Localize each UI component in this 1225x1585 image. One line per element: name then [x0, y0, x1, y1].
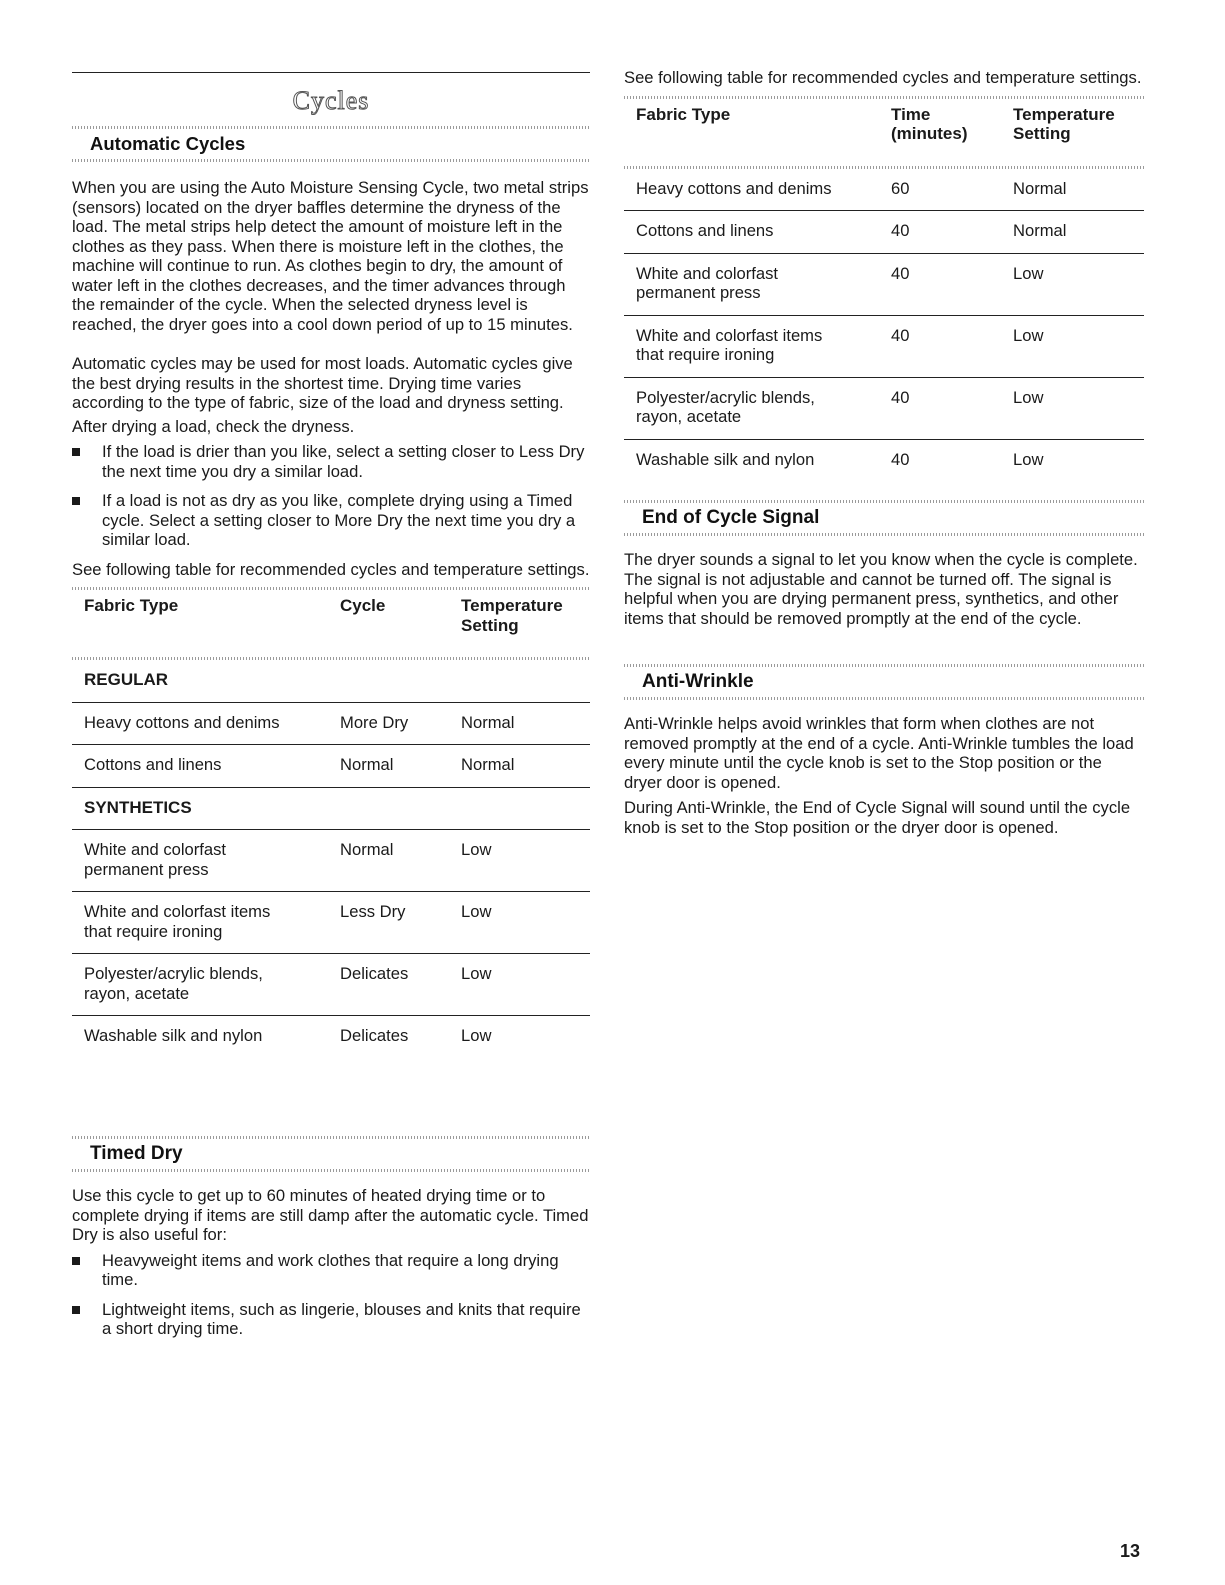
- table-cell: Cottons and linens: [72, 745, 340, 788]
- anti-wrinkle-heading: Anti-Wrinkle: [642, 671, 754, 692]
- bullet-item: Heavyweight items and work clothes that require a long drying time.: [72, 1251, 590, 1290]
- table-header-row: [624, 99, 1144, 166]
- group-label: REGULAR: [84, 670, 169, 689]
- table-cell: Polyester/acrylic blends, rayon, acetate: [624, 377, 891, 439]
- table-row: [72, 702, 590, 745]
- page-number: 13: [1120, 1541, 1141, 1561]
- table-cell: Low: [1013, 377, 1144, 439]
- table-row: [72, 1016, 590, 1058]
- table-cell: Normal: [461, 745, 590, 788]
- table-cell: 40: [891, 211, 1013, 254]
- table-intro: See following table for recommended cycles and temperature settings.: [624, 68, 1142, 87]
- table-cell: White and colorfast items that require ironing: [624, 315, 891, 377]
- table-group-row: [72, 660, 590, 702]
- automatic-cycles-heading: Automatic Cycles: [90, 133, 246, 154]
- table-header-row: [72, 590, 590, 657]
- table-cell: 40: [891, 439, 1013, 481]
- timed-dry-section: [72, 1136, 590, 1339]
- automatic-cycles-para1: When you are using the Auto Moisture Sensing Cycle, two metal strips (sensors) located on the dryer baffles determine the dryness of the load. The metal strips help detect the amount of moisture left in the clothes as they pass. When there is moisture left in the clothes, the machine will continue to run. As clothes begin to dry, the amount of water left in the clothes decreases, and the timer advances through the remainder of the cycle. When the selected dryness level is reached, the dryer goes into a cool down period of up to 15 minutes.: [72, 178, 589, 334]
- table-cell: Normal: [340, 830, 461, 892]
- table-cell: Delicates: [340, 1016, 461, 1058]
- anti-wrinkle-para2: During Anti-Wrinkle, the End of Cycle Signal will sound until the cycle knob is set to the Stop position or the dryer door is opened.: [624, 798, 1131, 837]
- table-row: [72, 745, 590, 788]
- table-cell: Normal: [1013, 178, 1067, 198]
- table-row: [624, 169, 1144, 211]
- table-cell: Delicates: [340, 954, 461, 1016]
- table-header: Temperature Setting: [1013, 104, 1115, 143]
- table-header: Fabric Type: [636, 104, 731, 124]
- table-intro: See following table for recommended cycles and temperature settings.: [72, 559, 590, 579]
- table-group-row: [72, 787, 590, 830]
- table-cell: Heavy cottons and denims: [72, 702, 340, 745]
- section-divider: [624, 697, 1144, 700]
- table-cell: Low: [1013, 315, 1144, 377]
- table-row: [624, 439, 1144, 481]
- table-cell: Low: [461, 830, 590, 892]
- section-divider: [72, 159, 590, 162]
- table-row: [624, 315, 1144, 377]
- end-of-cycle-heading: End of Cycle Signal: [642, 507, 820, 528]
- bullet-item: If the load is drier than you like, select a setting closer to Less Dry the next time you dry a similar load.: [72, 442, 590, 481]
- table-cell: Low: [461, 954, 590, 1016]
- table-cell: Low: [461, 1016, 590, 1058]
- time-table-body: [624, 169, 1144, 482]
- table-header: Time (minutes): [891, 104, 968, 143]
- table-row: [624, 377, 1144, 439]
- table-row: [72, 892, 590, 954]
- automatic-cycles-section: [72, 126, 590, 1058]
- table-cell: 40: [891, 253, 1013, 315]
- table-cell: 60: [891, 178, 910, 198]
- group-label: SYNTHETICS: [72, 787, 590, 830]
- table-cell: Low: [1013, 253, 1144, 315]
- bullet-item: If a load is not as dry as you like, complete drying using a Timed cycle. Select a setting closer to More Dry the next time you dry a similar load.: [72, 491, 590, 550]
- table-cell: White and colorfast items that require ironing: [72, 892, 340, 954]
- table-cell: White and colorfast permanent press: [72, 830, 340, 892]
- table-row: [72, 954, 590, 1016]
- table-cell: Cottons and linens: [624, 211, 891, 254]
- table-cell: Heavy cottons and denims: [636, 178, 832, 198]
- table-cell: More Dry: [340, 702, 461, 745]
- table-cell: 40: [891, 377, 1013, 439]
- automatic-cycles-para2: Automatic cycles may be used for most loads. Automatic cycles give the best drying results in the shortest time. Drying time varies according to the type of fabric, size of the load and dryness setting.: [72, 354, 573, 412]
- anti-wrinkle-para1: Anti-Wrinkle helps avoid wrinkles that form when clothes are not removed promptly at the end of a cycle. Anti-Wrinkle tumbles the load every minute until the cycle knob is set to the Stop position or the dryer door is opened.: [624, 714, 1134, 792]
- anti-wrinkle-section: [624, 664, 1144, 837]
- table-cell: Normal: [1013, 211, 1144, 254]
- table-header: Cycle: [340, 596, 386, 615]
- table-row: [624, 253, 1144, 315]
- automatic-cycles-para3: After drying a load, check the dryness.: [72, 416, 355, 436]
- page-title: Cycles: [292, 86, 370, 115]
- bullet-item: Lightweight items, such as lingerie, blouses and knits that require a short drying time.: [72, 1300, 590, 1339]
- table-cell: Washable silk and nylon: [624, 439, 891, 481]
- table-row: [72, 830, 590, 892]
- table-cell: Washable silk and nylon: [72, 1016, 340, 1058]
- section-divider: [72, 1169, 590, 1172]
- table-cell: Normal: [340, 745, 461, 788]
- table-row: [624, 211, 1144, 254]
- table-cell: Polyester/acrylic blends, rayon, acetate: [72, 954, 340, 1016]
- cycles-table: [72, 590, 590, 657]
- table-cell: Low: [1013, 439, 1144, 481]
- end-of-cycle-para: The dryer sounds a signal to let you know when the cycle is complete. The signal is not adjustable and cannot be turned off. The signal is helpful when you are drying permanent press, synthetics, and other items that should be removed promptly at the end of the cycle.: [624, 550, 1138, 628]
- timed-dry-para: Use this cycle to get up to 60 minutes of heated drying time or to complete drying if items are still damp after the automatic cycle. Timed Dry is also useful for:: [72, 1186, 589, 1244]
- end-of-cycle-section: [624, 500, 1144, 628]
- table-cell: Normal: [461, 702, 590, 745]
- table-cell: 40: [891, 315, 1013, 377]
- table-cell: Low: [461, 892, 590, 954]
- time-table: [624, 99, 1144, 166]
- table-header: Temperature Setting: [461, 596, 563, 635]
- top-rule: [72, 72, 590, 73]
- timed-table-section: [624, 68, 1144, 481]
- table-header: Fabric Type: [84, 596, 179, 615]
- section-divider: [624, 533, 1144, 536]
- table-cell: Less Dry: [340, 892, 461, 954]
- cycles-table-body: [72, 660, 590, 1058]
- table-cell: White and colorfast permanent press: [624, 253, 891, 315]
- timed-dry-heading: Timed Dry: [90, 1143, 183, 1164]
